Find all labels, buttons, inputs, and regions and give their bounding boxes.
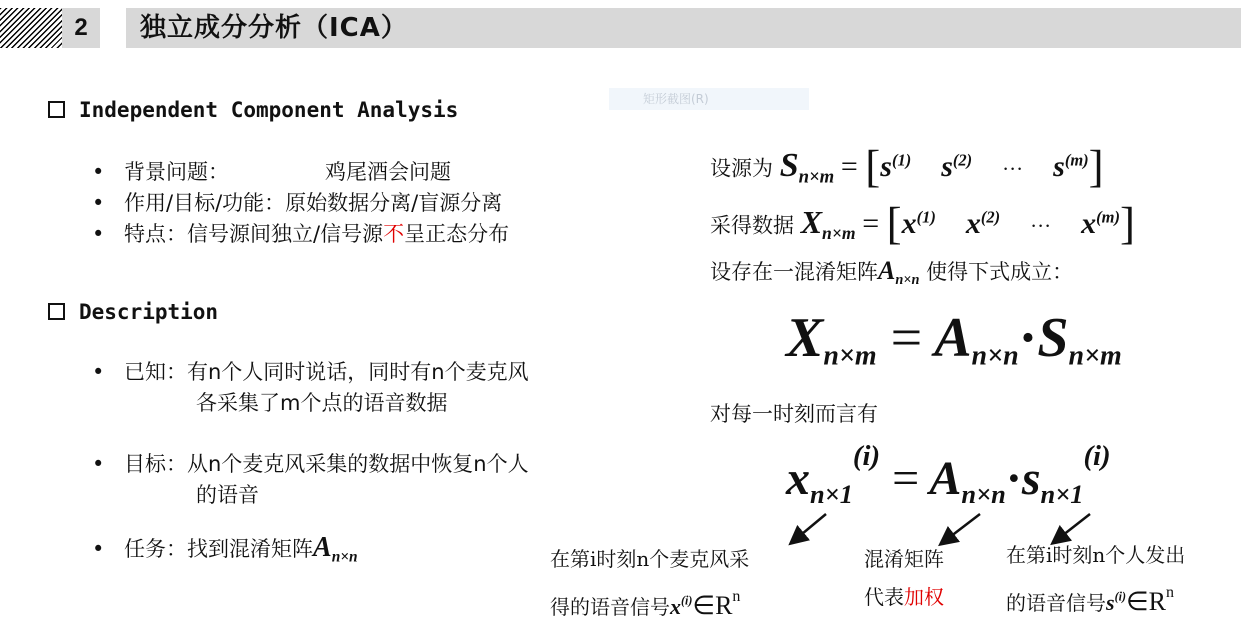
bullet-purpose: • 作用/目标/功能：原始数据分离/盲源分离 [92,191,503,215]
bullet-value: 鸡尾酒会问题 [325,160,451,184]
bullet-known: • 已知：有n个人同时说话，同时有n个麦克风 各采集了m个点的语音数据 [92,360,529,415]
bullet-value: 原始数据分离/盲源分离 [285,191,503,215]
main-equation: $X_{n\times m} = A_{n\times n}\cdot S_{n\times m}$ [786,307,1122,372]
data-label: 采得数据 [710,213,794,238]
bullet-goal: • 目标：从n个麦克风采集的数据中恢复n个人 的语音 [92,452,529,507]
data-equation: 采得数据 $X_{n\times m} = [x^{(1)}$ $x^{(2)}$ ··· $x^{(m)}$] [710,198,1135,248]
arrow-left [796,514,826,539]
bullet-value: 呈正态分布 [404,222,510,246]
source-equation: 设源为 $S_{n\times m} = [s^{(1)}$ $s^{(2)}$ ··· $s^{(m)}$] [710,141,1104,191]
source-label: 设源为 [710,156,773,181]
arrow-middle [946,514,980,540]
bullet-task: • 任务：找到混淆矩阵$A_{n\times n}$ [92,532,358,566]
bullet-value: 信号源间独立/信号源 [187,222,384,246]
bullet-feature: • 特点：信号源间独立/信号源不呈正态分布 [92,222,510,246]
bullet-label: 作用/目标/功能： [124,191,286,215]
section-number: 2 [62,8,100,48]
bullet-background: • 背景问题： 鸡尾酒会问题 [92,160,451,184]
mixing-statement: 设存在一混淆矩阵$A_{n\times n}$ 使得下式成立： [710,256,1074,288]
bullet-label: 特点： [124,222,187,246]
screenshot-overlay-label: 矩形截图(R) [609,88,809,110]
bullet-line: 的语音 [196,483,259,507]
page-title: 独立成分分析（ICA） [140,13,408,43]
note-mic-signal: 在第i时刻n个麦克风采 得的语音信号$x^{(i)}\in R^n$ [550,547,750,620]
matrix-a-symbol: $A_{n\times n}$ [313,532,358,566]
bullet-line: 各采集了m个点的语音数据 [196,391,448,415]
bullet-label: 背景问题： [124,160,229,184]
section-heading-text: Description [79,300,219,324]
bullet-line: 已知：有n个人同时说话，同时有n个麦克风 [124,360,529,384]
bullet-value-highlight: 不 [383,222,405,246]
note-mixing-matrix: 混淆矩阵 代表加权 [864,547,944,609]
bullet-line: 任务：找到混淆矩阵 [124,537,313,561]
bullet-line: 目标：从n个麦克风采集的数据中恢复n个人 [124,452,529,476]
moment-label: 对每一时刻而言有 [710,402,878,426]
moment-equation: $x_{n\times 1}^{(i)} = A_{n\times n}\cdot s_{n\times 1}^{(i)}$ [786,440,1111,510]
section-heading-text: Independent Component Analysis [79,98,459,122]
note-speaker-signal: 在第i时刻n个人发出 的语音信号$s^{(i)}\in R^n$ [1006,543,1186,616]
